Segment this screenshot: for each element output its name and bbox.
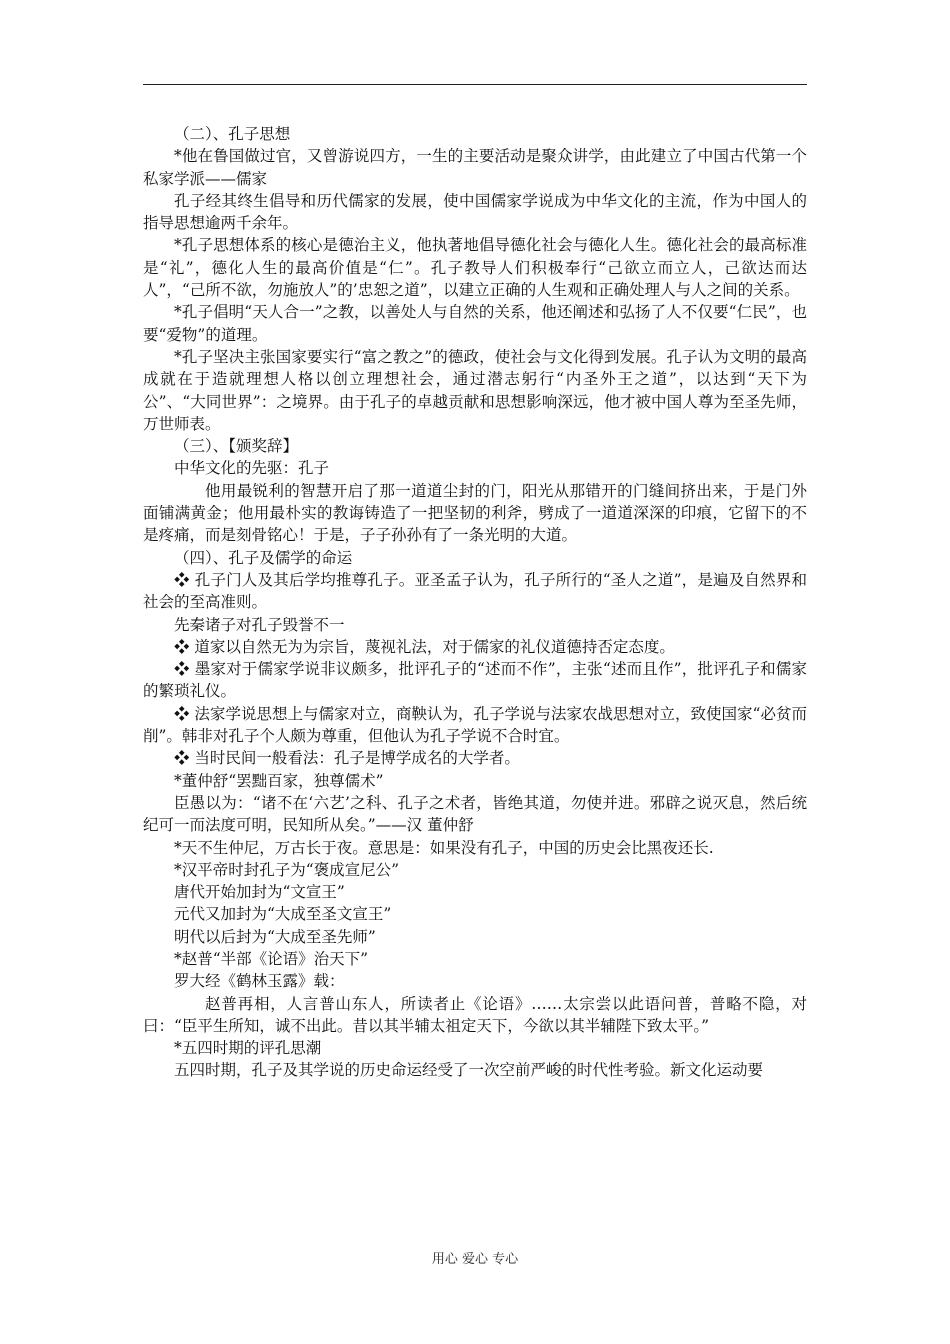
paragraph: 赵普再相，人言普山东人，所读者止《论语》……太宗尝以此语问普，普略不隐，对曰：“臣平生所知，诚不出此。昔以其半辅太祖定天下，今欲以其半辅陛下致太平。” xyxy=(143,994,807,1035)
paragraph: *赵普“半部《论语》治天下” xyxy=(174,949,369,968)
paragraph: *孔子倡明“天人合一”之教，以善处人与自然的关系，他还阐述和弘扬了人不仅要“仁民”，也要“爱物”的道理。 xyxy=(143,303,807,344)
paragraph: *汉平帝时封孔子为“褒成宣尼公” xyxy=(174,860,400,879)
paragraph: *孔子思想体系的核心是德治主义，他执著地倡导德化社会与德化人生。德化社会的最高标准是“礼”，德化人生的最高价值是“仁”。孔子教导人们积极奉行“己欲立而立人，己欲达而达人”，“己所不欲，勿施放人”的’忠恕之道”，以建立正确的人生观和正确处理人与人之间的关系。 xyxy=(143,236,807,300)
paragraph: 中华文化的先驱：孔子 xyxy=(174,459,330,478)
paragraph: *孔子坚决主张国家要实行“富之教之”的德政，使社会与文化得到发展。孔子认为文明的最高成就在于造就理想人格以创立理想社会，通过潜志躬行“内圣外王之道”，以达到“天下为 公”、“大同世界”：之境界。由于孔子的卓越贡献和思想影响深远，他才被中国人尊为至圣先师，万世师表。 xyxy=(143,347,823,433)
header-rule xyxy=(143,84,807,85)
paragraph: （四）、孔子及儒学的命运 xyxy=(174,548,353,567)
paragraph: 先秦诸子对孔子毁誉不一 xyxy=(174,615,345,634)
paragraph: ❖ 孔子门人及其后学均推尊孔子。亚圣孟子认为，孔子所行的“圣人之道”，是遍及自然界和社会的至高准则。 xyxy=(143,570,807,612)
paragraph: *董仲舒“罢黜百家，独尊儒术” xyxy=(174,771,384,790)
paragraph: ❖ 法家学说思想上与儒家对立，商鞅认为，孔子学说与法家农战思想对立，致使国家“必贫而削”。韩非对孔子个人颇为尊重，但他认为孔子学说不合时宜。 xyxy=(143,704,807,746)
paragraph: 唐代开始加封为“文宣王” xyxy=(174,883,345,902)
paragraph: *五四时期的评孔思潮 xyxy=(174,1039,322,1058)
paragraph: 臣愚以为：“诸不在‘六艺’之科、孔子之术者，皆绝其道，勿使并进。邪辟之说灭息，然后统纪可一而法度可明，民知所从矣。”——汉 董仲舒 xyxy=(143,793,807,835)
paragraph: ❖ 墨家对于儒家学说非议颇多，批评孔子的“述而不作”，主张“述而且作”，批评孔子和儒家的繁琐礼仪。 xyxy=(143,660,807,701)
page-footer: 用心 爱心 专心 xyxy=(431,1252,519,1267)
paragraph: （二）、孔子思想 xyxy=(174,125,291,143)
paragraph: 孔子经其终生倡导和历代儒家的发展，使中国儒家学说成为中华文化的主流，作为中国人的指导思想逾两千余年。 xyxy=(143,191,807,233)
paragraph: （三）、【颁奖辞】 xyxy=(174,437,299,456)
paragraph: ❖ 当时民间一般看法：孔子是博学成名的大学者。 xyxy=(174,749,520,768)
paragraph: *他在鲁国做过官，又曾游说四方，一生的主要活动是聚众讲学，由此建立了中国古代第一个私家学派——儒家 xyxy=(143,147,807,188)
paragraph: *天不生仲尼，万古长于夜。意思是：如果没有孔子，中国的历史会比黑夜还长. xyxy=(174,838,714,857)
paragraph: 明代以后封为“大成至圣先师” xyxy=(174,927,376,946)
document-body xyxy=(143,123,823,1082)
paragraph: ❖ 道家以自然无为为宗旨，蔑视礼法，对于儒家的礼仪道德持否定态度。 xyxy=(174,637,675,656)
paragraph: 元代又加封为“大成至圣文宣王” xyxy=(174,905,392,924)
paragraph: 他用最锐利的智慧开启了那一道道尘封的门，阳光从那错开的门缝间挤出来，于是门外面铺满黄金；他用最朴实的教诲铸造了一把坚韧的利斧，劈成了一道道深深的印痕，它留下的不是疼痛，而是刻骨铭心！于是，子子孙孙有了一条光明的大道。 xyxy=(143,481,807,545)
paragraph: 五四时期，孔子及其学说的历史命运经受了一次空前严峻的时代性考验。新文化运动要 xyxy=(174,1061,764,1080)
paragraph: 罗大经《鹤林玉露》载： xyxy=(174,972,345,991)
